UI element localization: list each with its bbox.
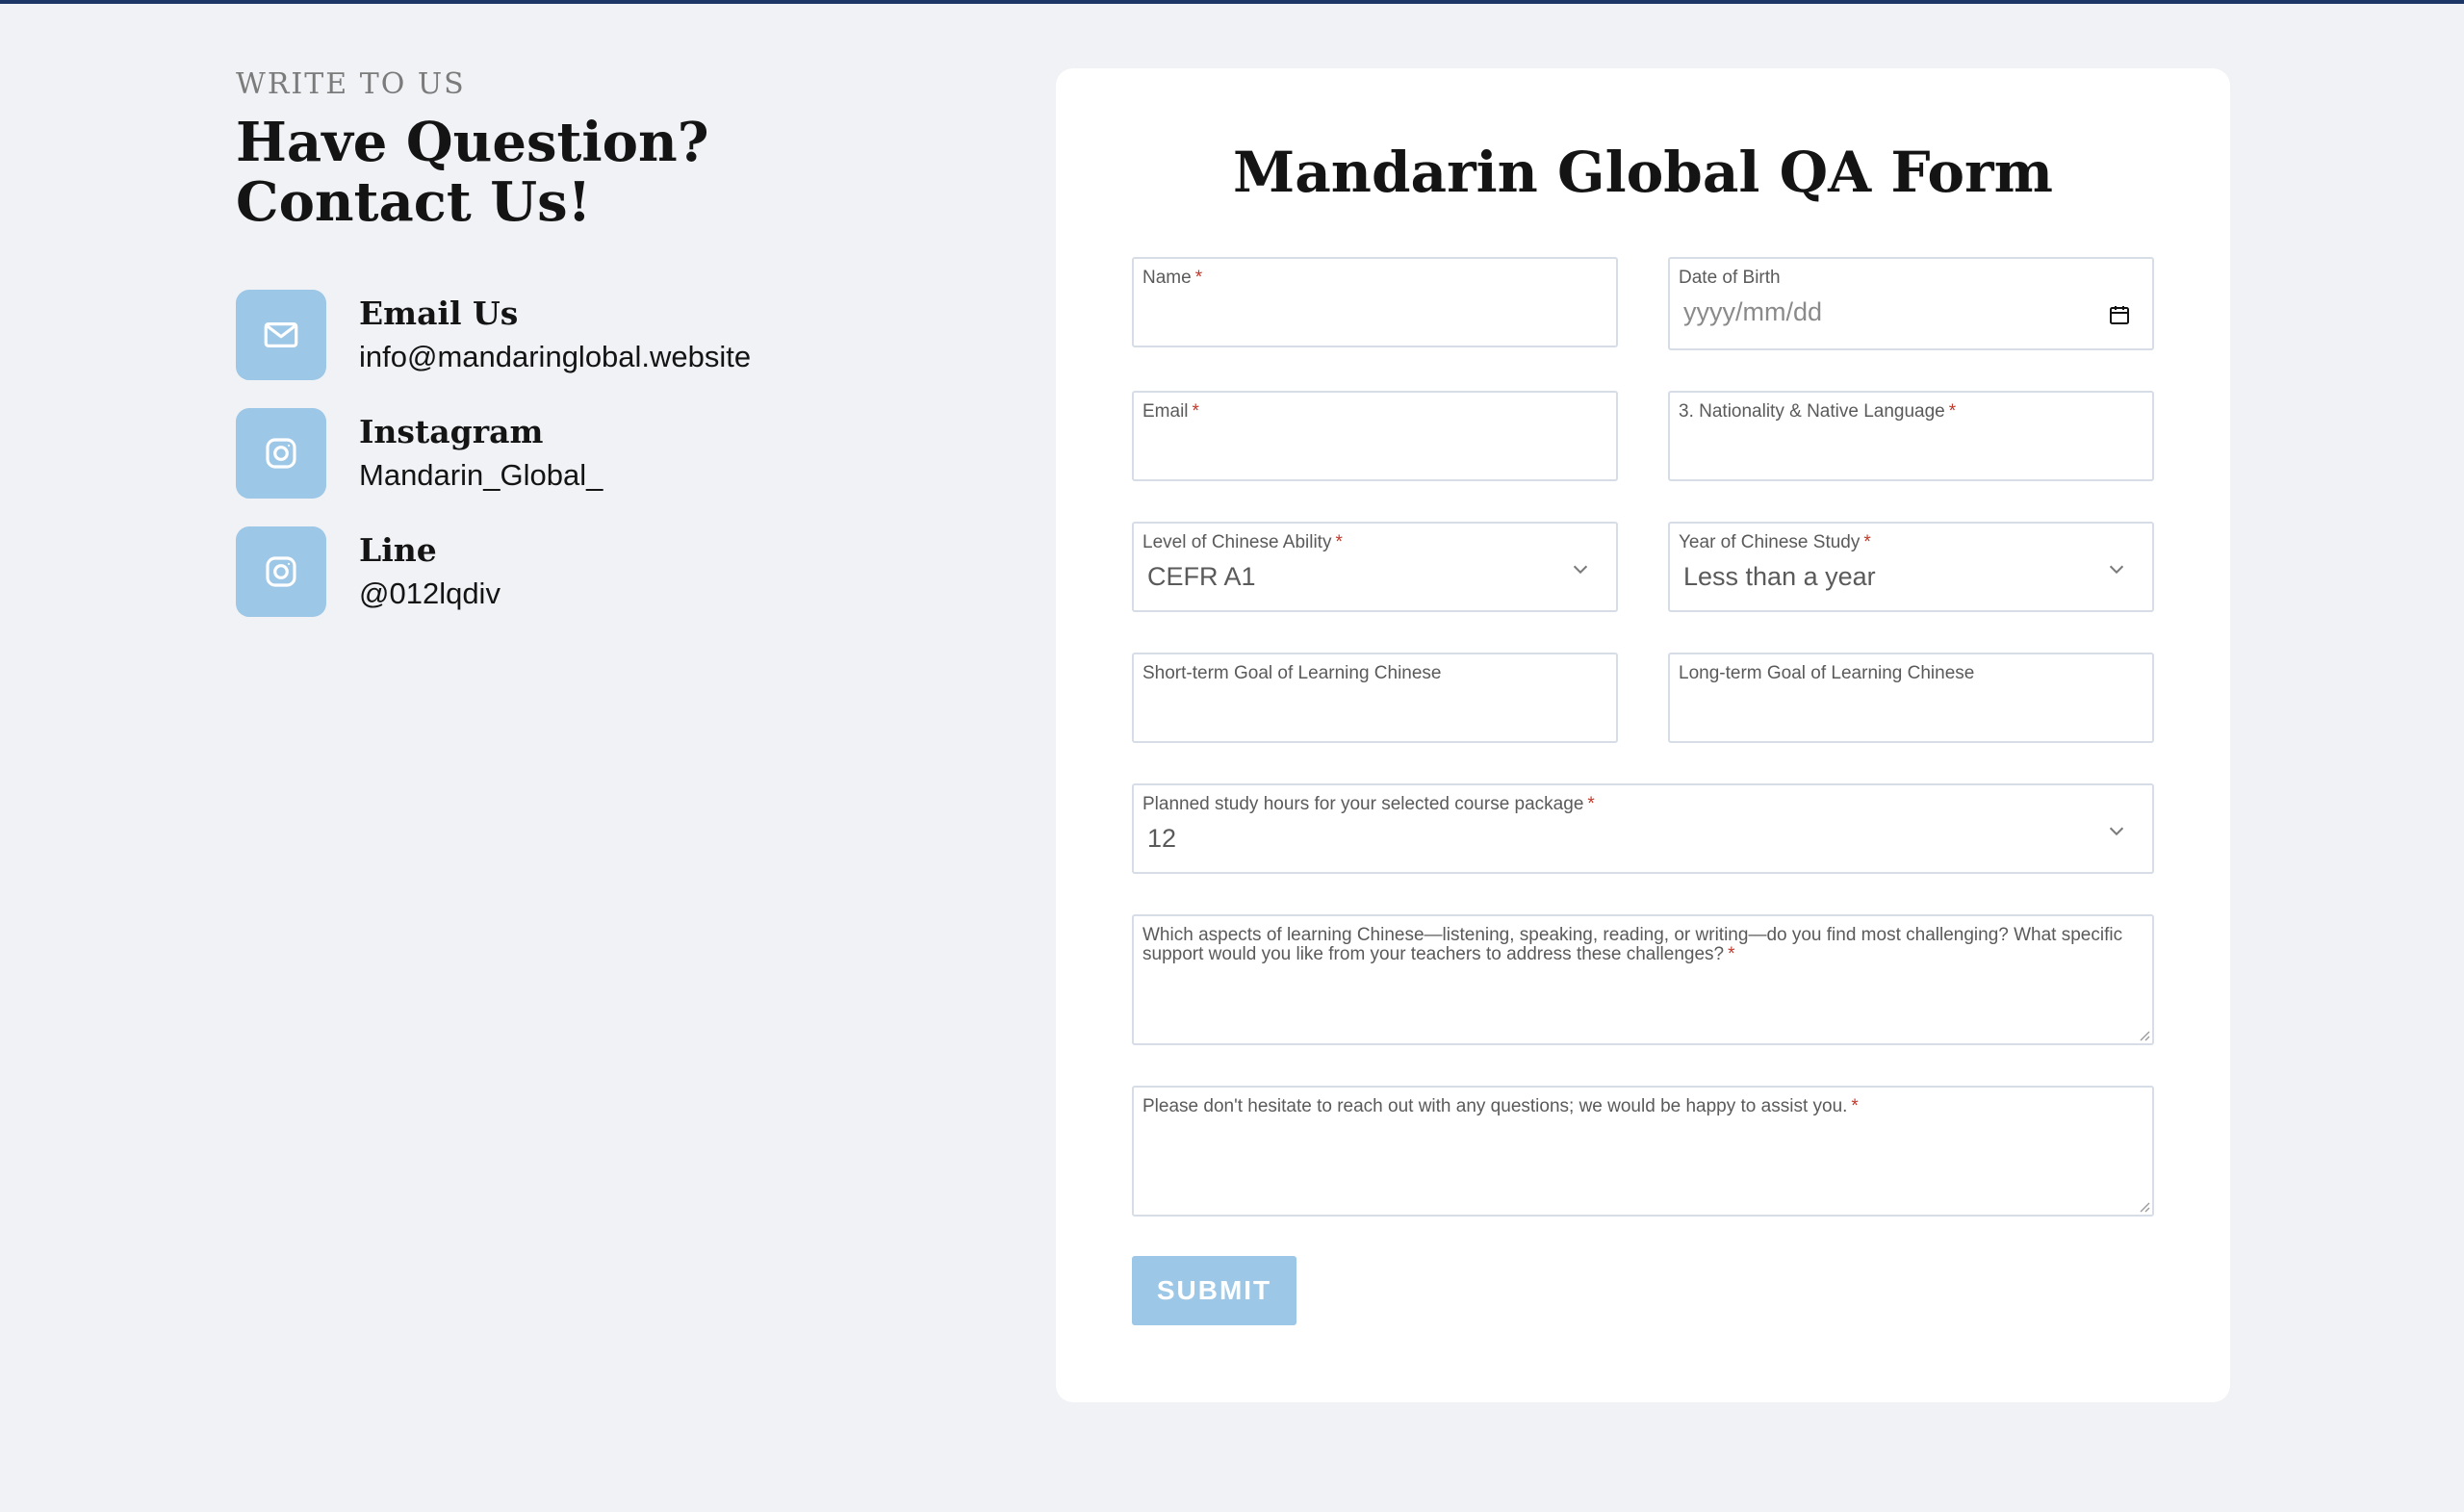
section-eyebrow: WRITE TO US <box>236 67 466 101</box>
study-years-label: Year of Chinese Study * <box>1679 532 1871 552</box>
date-of-birth-placeholder: yyyy/mm/dd <box>1683 297 1823 326</box>
short-term-goal-field[interactable] <box>1132 653 1618 743</box>
form-title: Mandarin Global QA Form <box>1233 140 2053 205</box>
long-term-goal-field[interactable] <box>1668 653 2154 743</box>
chinese-level-label: Level of Chinese Ability * <box>1142 532 1343 552</box>
study-years-value: Less than a year <box>1683 562 1876 591</box>
chevron-down-icon <box>1570 558 1591 579</box>
contact-instagram-value[interactable]: Mandarin_Global_ <box>359 457 603 492</box>
resize-handle-icon[interactable] <box>2137 1028 2150 1041</box>
mail-icon[interactable] <box>236 290 326 380</box>
contact-line <box>236 526 1006 617</box>
submit-button[interactable]: SUBMIT <box>1132 1256 1296 1325</box>
email-field[interactable] <box>1132 391 1618 481</box>
challenges-label: Which aspects of learning Chinese—listening, speaking, reading, or writing—do you find most challenging? What specific support would you like from your teachers to address these challenges? * <box>1142 925 2123 964</box>
instagram-icon[interactable] <box>236 408 326 499</box>
challenges-textarea[interactable] <box>1132 914 2154 1045</box>
name-label: Name * <box>1142 268 1203 288</box>
contact-line-value[interactable]: @012lqdiv <box>359 576 500 610</box>
nationality-field[interactable] <box>1668 391 2154 481</box>
contact-instagram <box>236 408 1006 499</box>
nationality-label: 3. Nationality & Native Language * <box>1679 401 1957 422</box>
qa-form-card <box>1056 68 2230 1402</box>
headline-line-1: Have Question? <box>236 111 709 174</box>
chevron-down-icon <box>2106 820 2127 841</box>
chinese-level-value: CEFR A1 <box>1147 562 1256 591</box>
instagram-icon[interactable] <box>236 526 326 617</box>
date-of-birth-field[interactable] <box>1668 257 2154 350</box>
headline-line-2: Contact Us! <box>236 169 592 234</box>
contact-section <box>236 67 1006 645</box>
study-hours-value: 12 <box>1147 824 1177 853</box>
contact-line-title: Line <box>359 531 437 570</box>
short-term-goal-label: Short-term Goal of Learning Chinese <box>1142 663 1442 683</box>
study-years-select[interactable] <box>1668 522 2154 612</box>
chinese-level-select[interactable] <box>1132 522 1618 612</box>
section-headline <box>236 111 1006 234</box>
study-hours-select[interactable] <box>1132 783 2154 874</box>
contact-list <box>236 290 1006 617</box>
resize-handle-icon[interactable] <box>2137 1199 2150 1213</box>
email-label: Email * <box>1142 401 1199 422</box>
contact-email-value[interactable]: info@mandaringlobal.website <box>359 339 752 373</box>
contact-email-title: Email Us <box>359 295 519 333</box>
contact-instagram-title: Instagram <box>359 413 544 451</box>
chevron-down-icon <box>2106 558 2127 579</box>
questions-label: Please don't hesitate to reach out with any questions; we would be happy to assist you. * <box>1142 1096 1859 1116</box>
questions-textarea[interactable] <box>1132 1086 2154 1217</box>
top-accent-bar <box>0 0 2464 4</box>
calendar-icon[interactable] <box>2108 303 2131 326</box>
long-term-goal-label: Long-term Goal of Learning Chinese <box>1679 663 1975 683</box>
contact-email <box>236 290 1006 380</box>
name-field[interactable] <box>1132 257 1618 347</box>
date-of-birth-label: Date of Birth <box>1679 268 1781 288</box>
study-hours-label: Planned study hours for your selected course package * <box>1142 794 1595 814</box>
